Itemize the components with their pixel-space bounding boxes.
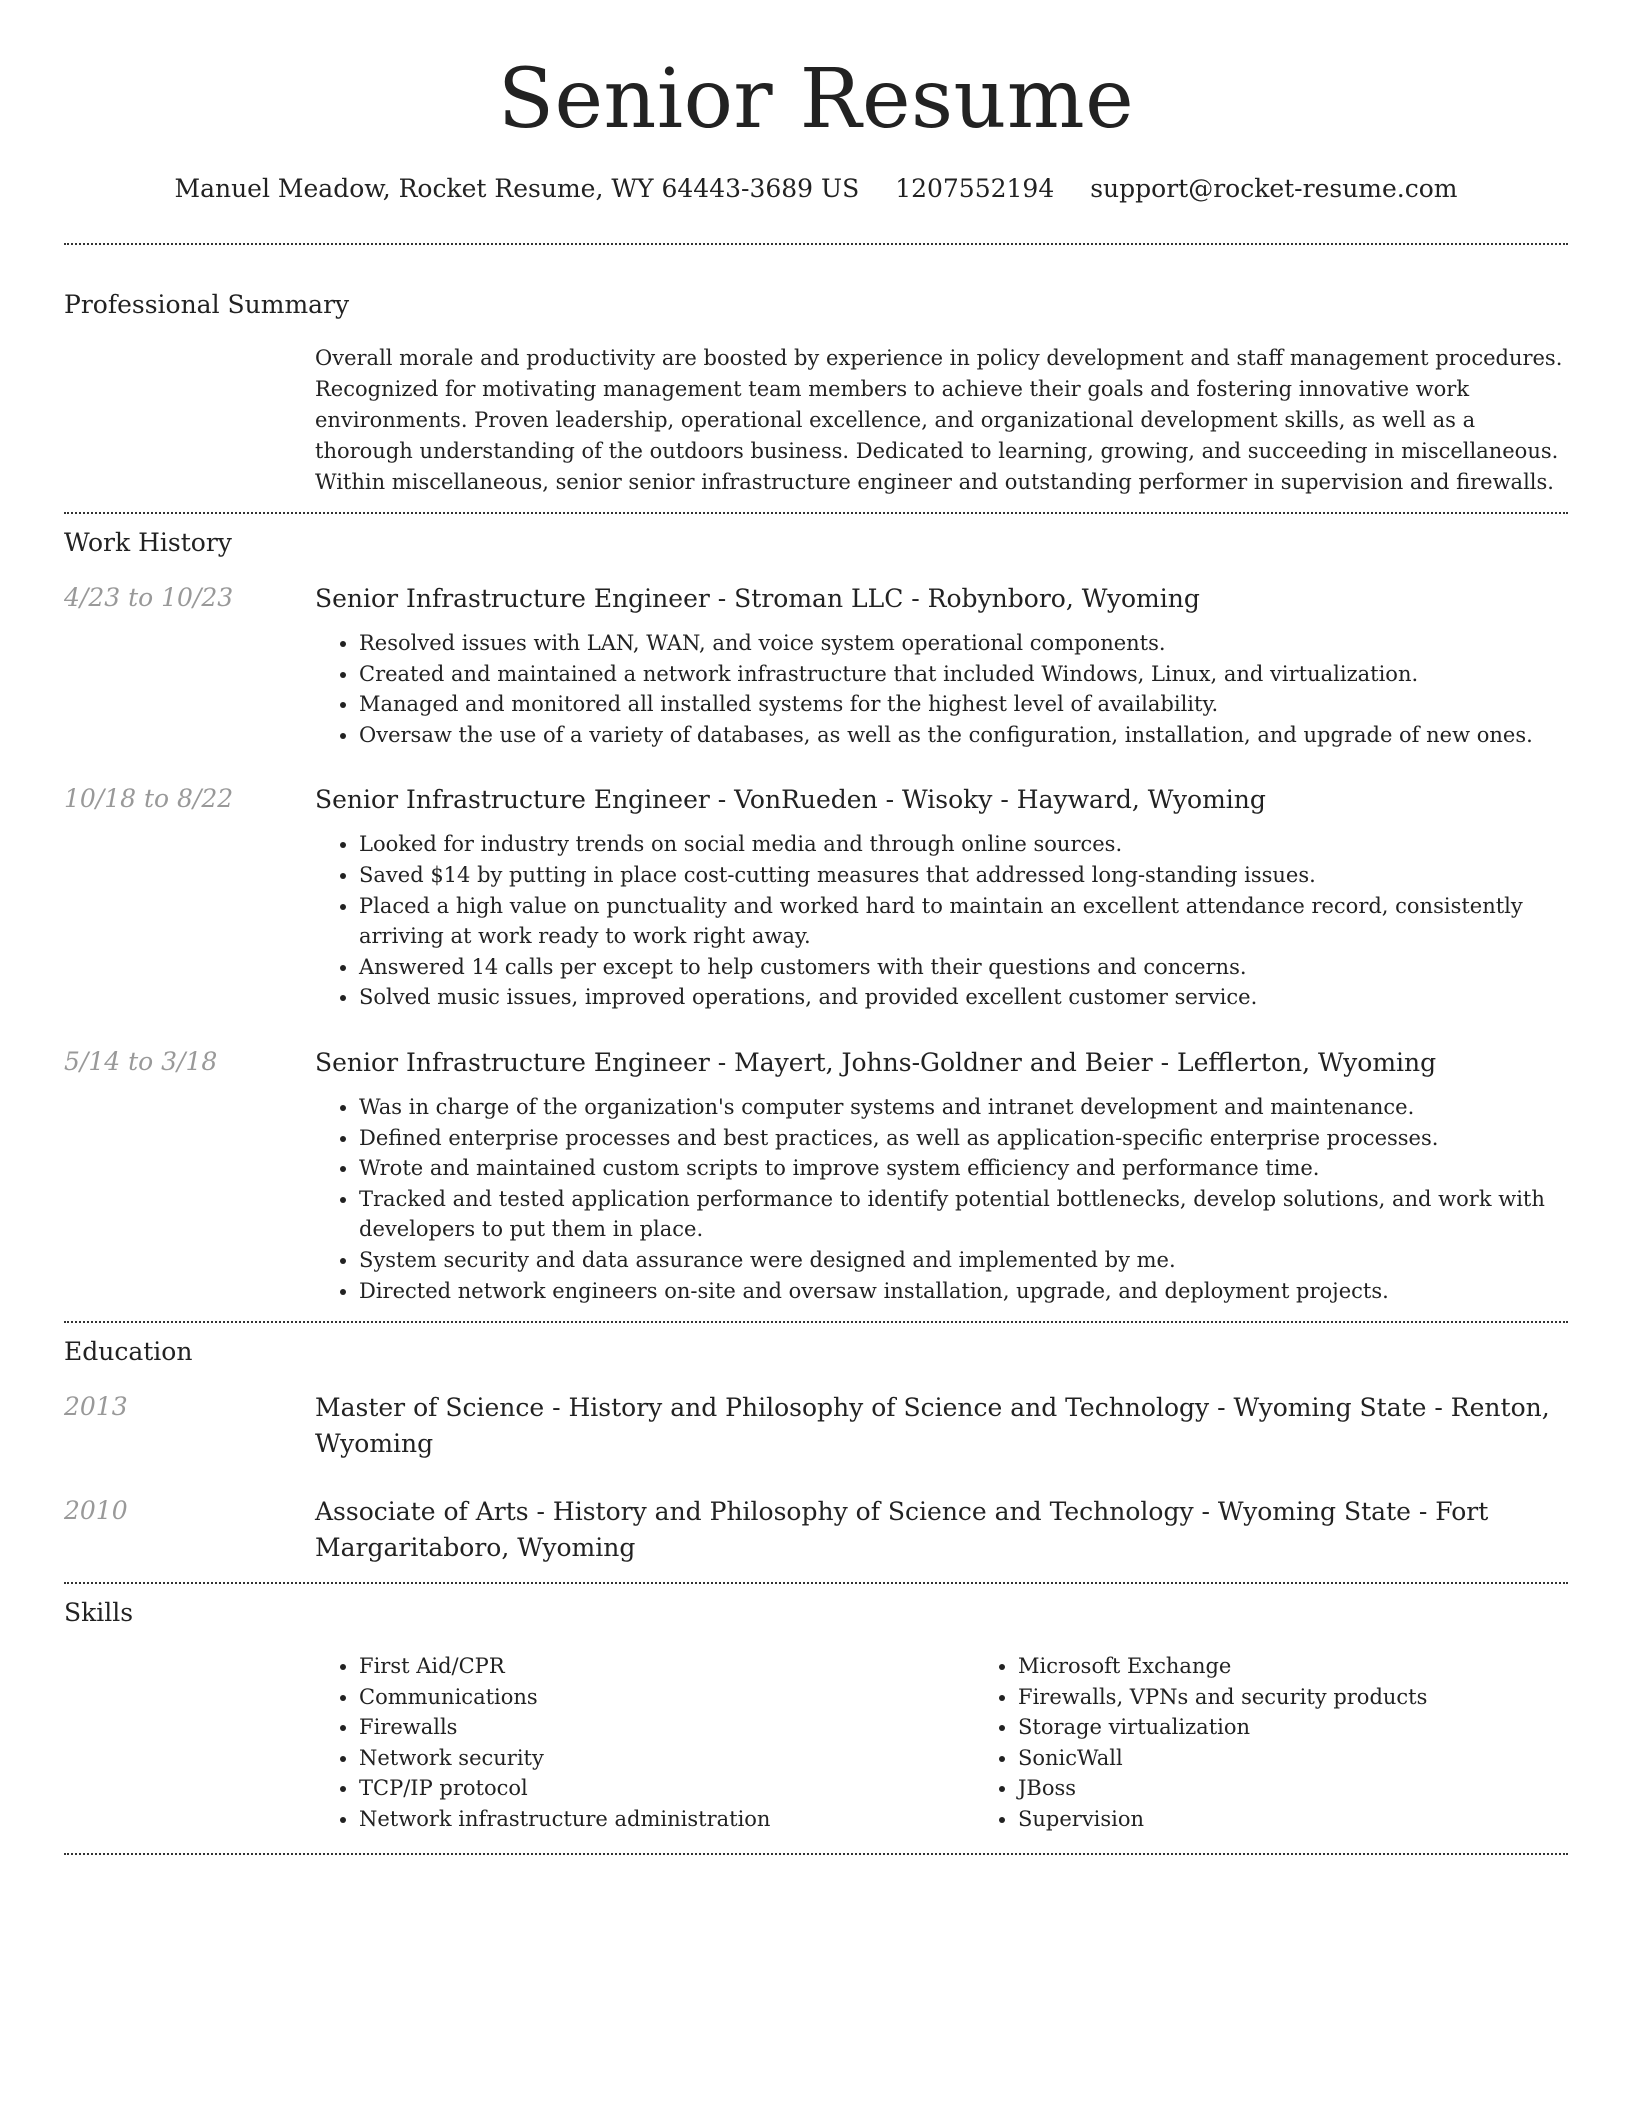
list-item: • Defined enterprise processes and best practices, as well as application-specific enterprise processes. [359,1123,1568,1154]
list-item: • Wrote and maintained custom scripts to improve system efficiency and performance time. [359,1153,1568,1184]
list-item: • Solved music issues, improved operations, and provided excellent customer service. [359,982,1568,1013]
contact-phone: 1207552194 [895,174,1055,203]
job-entry [64,1045,1568,1306]
job-dates: 10/18 to 8/22 [64,784,234,814]
job-dates: 4/23 to 10/23 [64,583,234,612]
skill-item: • Network security [359,1743,974,1774]
education-entry [64,1494,1568,1566]
summary-heading: Professional Summary [64,290,350,319]
list-item: • Saved $14 by putting in place cost-cutting measures that addressed long-standing issues. [359,860,1568,891]
contact-address: Manuel Meadow, Rocket Resume, WY 64443-3689 US [174,174,860,203]
skill-item: • SonicWall [1018,1743,1632,1774]
job-title: Senior Infrastructure Engineer - VonRueden - Wisoky - Hayward, Wyoming [315,785,1266,815]
skills-list-right [974,1651,1632,1835]
skill-item: • Supervision [1018,1804,1632,1835]
list-item: • Placed a high value on punctuality and worked hard to maintain an excellent attendance record, consistently arriving at work ready to work right away. [359,891,1568,952]
list-item: • Oversaw the use of a variety of databases, as well as the configuration, installation, and upgrade of new ones. [359,720,1568,751]
resume-page [64,0,1568,1855]
summary-spacer [64,343,315,498]
job-bullets [315,628,1568,750]
contact-line [64,172,1568,206]
skill-item: • First Aid/CPR [359,1651,974,1682]
education-text: Associate of Arts - History and Philosophy of Science and Technology - Wyoming State - Fort Margaritaboro, Wyoming [315,1497,1489,1563]
skill-item: • Storage virtualization [1018,1712,1632,1743]
job-entry [64,581,1568,750]
divider [64,1321,1568,1323]
skill-item: • Network infrastructure administration [359,1804,974,1835]
divider [64,1582,1568,1584]
job-dates: 5/14 to 3/18 [64,1046,218,1076]
list-item: • Resolved issues with LAN, WAN, and voice system operational components. [359,628,1568,659]
skill-item: • Firewalls, VPNs and security products [1018,1682,1632,1713]
education-text: Master of Science - History and Philosophy of Science and Technology - Wyoming State - Renton, Wyoming [315,1393,1550,1459]
skills-heading: Skills [64,1598,134,1628]
list-item: • Managed and monitored all installed systems for the highest level of availability. [359,689,1568,720]
divider [64,243,1568,245]
skill-item: • Communications [359,1682,974,1713]
contact-email: support@rocket-resume.com [1090,174,1458,203]
education-year: 2010 [64,1496,128,1526]
skills-columns [315,1651,1632,1835]
job-bullets [315,829,1568,1013]
list-item: • Tracked and tested application performance to identify potential bottlenecks, develop solutions, and work with developers to put them in place. [359,1184,1568,1245]
job-title: Senior Infrastructure Engineer - Mayert, Johns-Goldner and Beier - Lefflerton, Wyoming [315,1047,1437,1077]
skill-item: • Firewalls [359,1712,974,1743]
summary-text: Overall morale and productivity are boosted by experience in policy development and staff management procedures. Recognized for motivating management team members to achieve their goals and fostering innovative work environments. Proven leadership, operational excellence, and organizational development skills, as well as a thorough understanding of the outdoors business. Dedicated to learning, growing, and succeeding in miscellaneous. Within miscellaneous, senior senior infrastructure engineer and outstanding performer in supervision and firewalls. [315,346,1563,494]
list-item: • Answered 14 calls per except to help customers with their questions and concerns. [359,952,1568,983]
list-item: • Looked for industry trends on social media and through online sources. [359,829,1568,860]
job-bullets [315,1092,1568,1306]
divider [64,512,1568,514]
job-title: Senior Infrastructure Engineer - Stroman LLC - Robynboro, Wyoming [315,584,1200,613]
divider [64,1853,1568,1855]
education-entry [64,1390,1568,1462]
skills-list-left [315,1651,974,1835]
skills-spacer [64,1651,315,1835]
skill-item: • Microsoft Exchange [1018,1651,1632,1682]
list-item: • Created and maintained a network infrastructure that included Windows, Linux, and virtualization. [359,659,1568,690]
list-item: • System security and data assurance were designed and implemented by me. [359,1245,1568,1276]
skill-item: • TCP/IP protocol [359,1773,974,1804]
education-heading: Education [64,1337,193,1367]
work-history-heading: Work History [64,528,232,557]
list-item: • Directed network engineers on-site and oversaw installation, upgrade, and deployment projects. [359,1276,1568,1307]
list-item: • Was in charge of the organization's computer systems and intranet development and maintenance. [359,1092,1568,1123]
job-entry [64,782,1568,1013]
resume-title: Senior Resume [497,52,1135,147]
education-year: 2013 [64,1392,128,1422]
skill-item: • JBoss [1018,1773,1632,1804]
